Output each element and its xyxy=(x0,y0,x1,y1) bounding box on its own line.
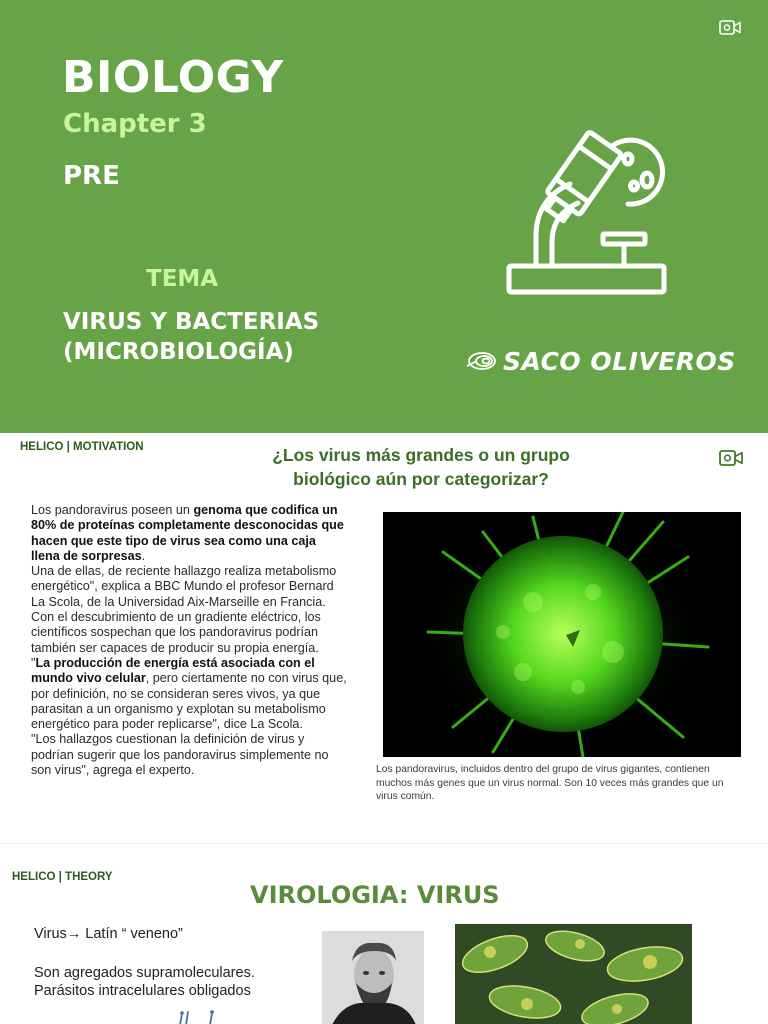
brand-name: SACO OLIVEROS xyxy=(503,346,736,376)
cover-slide xyxy=(0,0,768,433)
definition-text xyxy=(34,964,255,1000)
paragraph-3: Con el descubrimiento de un gradiente eléctrico, los científicos sospechan que los pandoravirus podrían también ser capaces de producir su propia energía. xyxy=(31,610,321,655)
pandoravirus-photo xyxy=(383,512,741,757)
decorative-illustration xyxy=(168,1008,228,1024)
cover-title: BIOLOGY xyxy=(62,52,284,103)
slide-title: VIROLOGIA: VIRUS xyxy=(250,881,500,909)
definition-line-1: Son agregados supramoleculares. xyxy=(34,965,255,981)
slide-heading xyxy=(216,443,626,491)
motivation-slide xyxy=(0,433,768,843)
photo-caption: Los pandoravirus, incluidos dentro del grupo de virus gigantes, contienen muchos más genes que un virus normal. Son 10 veces más grandes que un virus común. xyxy=(376,764,724,802)
section-label: HELICO | THEORY xyxy=(12,871,113,883)
paragraph-4: "La producción de energía está asociada con el mundo vivo celular, pero ciertamente no con virus que, por definición, no se consideran seres vivos, ya que parasitan a un organismo y explotan su metabolismo energético para poder replicarse", dice La Scola. xyxy=(31,655,347,732)
saco-oliveros-logo-icon xyxy=(465,349,497,373)
scientist-portrait-photo xyxy=(322,931,424,1024)
video-camera-icon[interactable] xyxy=(719,19,741,36)
definition-line-2: Parásitos intracelulares obligados xyxy=(34,983,251,999)
paragraph-2: Una de ellas, de reciente hallazgo realiza metabolismo energético", explica a BBC Mundo el profesor Bernard La Scola, de la Universidad Aix-Marseille en Francia. xyxy=(31,564,337,609)
etymology-text: Virus→ Latín “ veneno” xyxy=(34,926,183,942)
video-camera-icon[interactable] xyxy=(719,449,743,467)
microscope-icon xyxy=(500,126,675,301)
topic-line-2: (MICROBIOLOGÍA) xyxy=(63,339,294,365)
chapter-label: Chapter 3 xyxy=(63,109,207,139)
article-text xyxy=(31,503,347,778)
topic-title xyxy=(63,307,319,367)
topic-line-1: VIRUS Y BACTERIAS xyxy=(63,309,320,335)
brand-logo xyxy=(465,344,736,378)
paragraph-5: "Los hallazgos cuestionan la definición de virus y podrían sugerir que los pandoravirus simplemente no son virus", agrega el experto. xyxy=(31,732,329,778)
infected-leaves-photo xyxy=(455,924,692,1024)
paragraph-1: Los pandoravirus poseen un genoma que codifica un 80% de proteínas completamente desconocidas que hacen que este tipo de virus sea como una caja llena de sorpresas. xyxy=(31,503,344,563)
tema-label: TEMA xyxy=(146,266,219,292)
level-label: PRE xyxy=(63,161,120,191)
heading-line-2: biológico aún por categorizar? xyxy=(293,469,549,489)
section-label: HELICO | MOTIVATION xyxy=(20,441,144,453)
heading-line-1: ¿Los virus más grandes o un grupo xyxy=(272,445,570,465)
theory-slide xyxy=(0,843,768,1024)
